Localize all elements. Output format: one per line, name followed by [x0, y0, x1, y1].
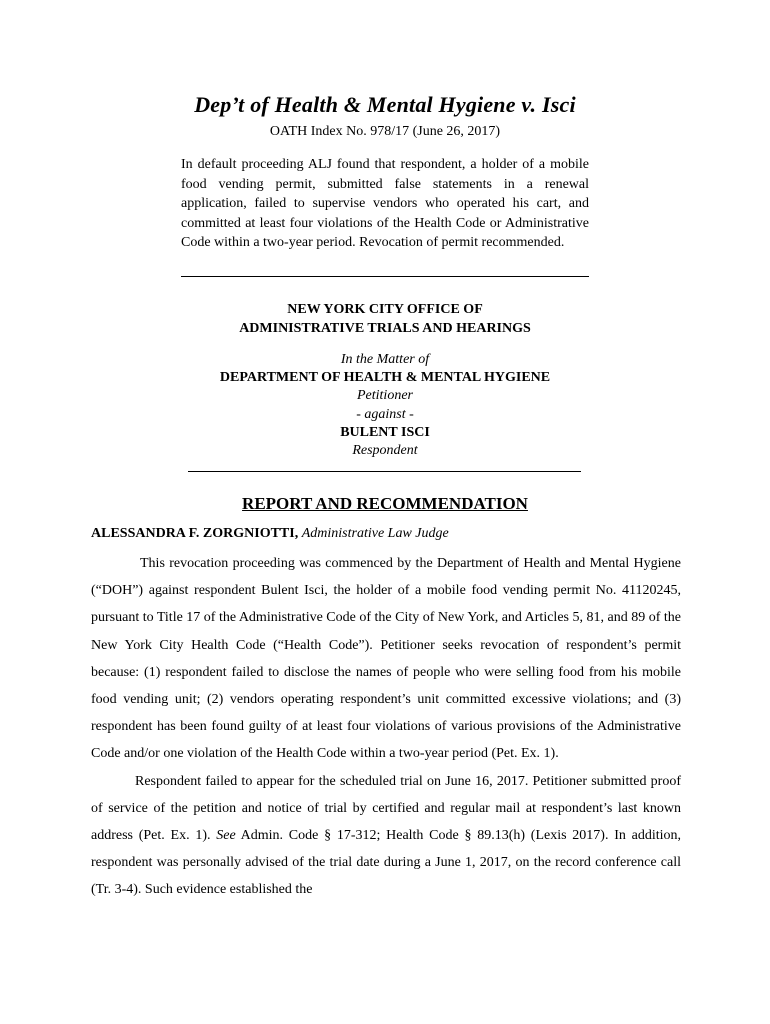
body-paragraph-2-part-1: Respondent failed to appear for the scheduled trial on June 16, 2017. Petitioner submitted proof of service of the petition and notice of trial by certified and regular mail at respondent’s last known address (Pet. Ex. 1). [91, 773, 681, 844]
body-paragraph-2 [91, 768, 681, 904]
report-heading: REPORT AND RECOMMENDATION [242, 494, 528, 513]
judge-title: Administrative Law Judge [301, 526, 449, 541]
caption-against: - against - [356, 406, 414, 422]
caption-petitioner-name: DEPARTMENT OF HEALTH & MENTAL HYGIENE [219, 370, 551, 386]
caption-petitioner-label: Petitioner [357, 388, 413, 404]
case-title: Dep’t of Health & Mental Hygiene v. Isci [194, 92, 576, 117]
judge-line [91, 526, 449, 542]
body-paragraph-2-see: See [216, 828, 236, 844]
judge-name: ALESSANDRA F. ZORGNIOTTI, [91, 526, 299, 541]
caption-matter: In the Matter of [340, 352, 430, 367]
office-line-2: ADMINISTRATIVE TRIALS AND HEARINGS [239, 321, 531, 336]
report-body [91, 550, 681, 904]
case-summary: In default proceeding ALJ found that respondent, a holder of a mobile food vending permit, submitted false statements in a renewal application, failed to supervise vendors who operated his cart, and committed at least four violations of the Health Code or Administrative Code within a two-year period. Revocation of permit recommended. [181, 157, 589, 251]
body-paragraph-2-part-2: Admin. Code § 17-312; Health Code § 89.13(h) (Lexis 2017). In addition, respondent was personally advised of the trial date during a June 1, 2017, on the record conference call (Tr. 3-4). Such evidence established the [91, 828, 681, 898]
case-index: OATH Index No. 978/17 (June 26, 2017) [269, 124, 501, 139]
caption-divider [188, 471, 581, 472]
summary-divider [181, 276, 589, 277]
body-paragraph-1: This revocation proceeding was commenced by the Department of Health and Mental Hygiene (“DOH”) against respondent Bulent Isci, the holder of a mobile food vending permit No. 41120245, pursuant to Title 17 of the Administrative Code of the City of New York, and Articles 5, 81, and 89 of the New York City Health Code (“Health Code”). Petitioner seeks revocation of respondent’s permit because: (1) respondent failed to disclose the names of people who were selling food from his mobile food vending unit; (2) vendors operating respondent’s unit committed excessive violations; and (3) respondent has been found guilty of at least four violations of various provisions of the Administrative Code and/or one violation of the Health Code within a two-year period (Pet. Ex. 1). [91, 556, 681, 762]
caption-respondent-label: Respondent [352, 443, 418, 459]
case-caption [0, 351, 770, 460]
caption-respondent-name: BULENT ISCI [340, 424, 430, 440]
office-heading [0, 300, 770, 338]
office-line-1: NEW YORK CITY OFFICE OF [287, 302, 483, 317]
